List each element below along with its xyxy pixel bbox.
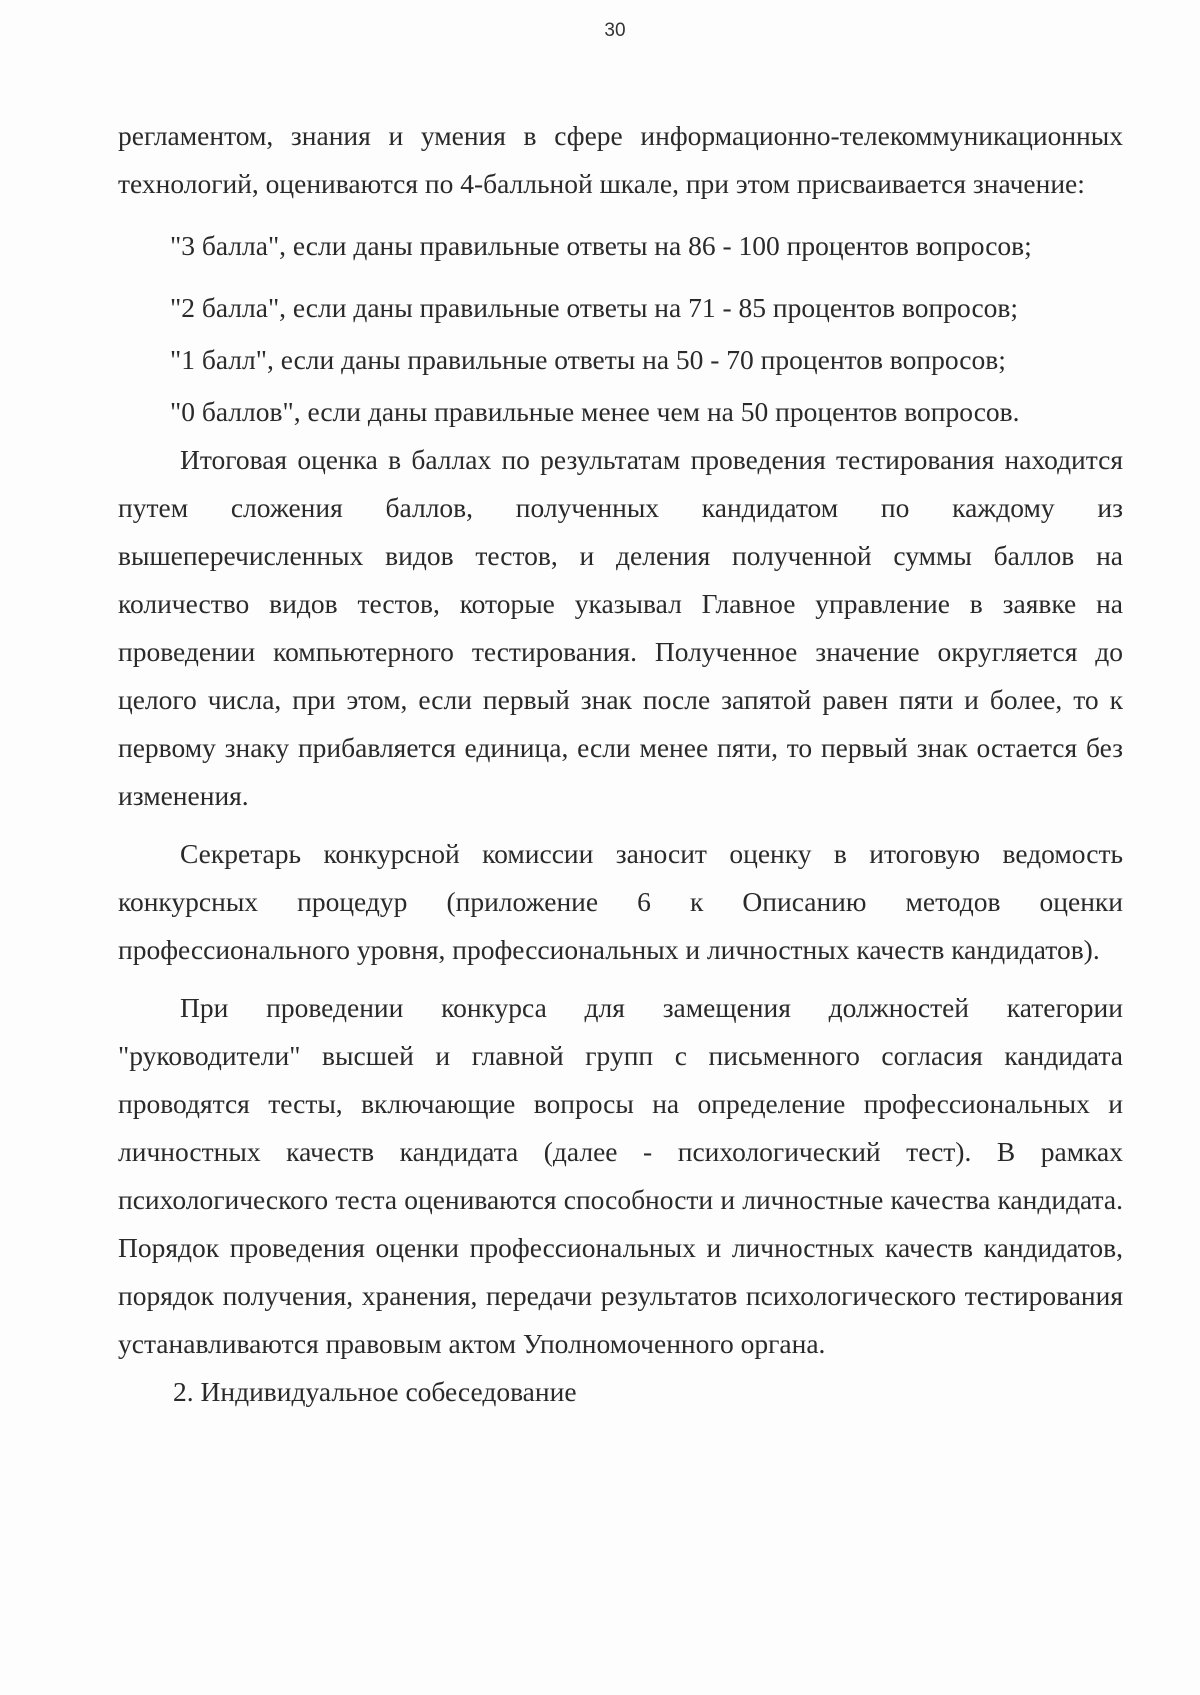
grade-item-2: "2 балла", если даны правильные ответы на 71 - 85 процентов вопросов; [170, 292, 1019, 323]
psychological-test-paragraph: При проведении конкурса для замещения должностей категории "руководители" высшей и главной групп с письменного согласия кандидата проводятся тесты, включающие вопросы на определение профессиональных и личностных качеств кандидата (далее - психологический тест). В рамках психологического теста оцениваются способности и личностные качества кандидата. Порядок проведения оценки профессиональных и личностных качеств кандидатов, порядок получения, хранения, передачи результатов психологического тестирования устанавливаются правовым актом Уполномоченного органа. [118, 992, 1123, 1359]
document-body [118, 112, 1123, 1416]
grade-item-0: "0 баллов", если даны правильные менее чем на 50 процентов вопросов. [170, 396, 1020, 427]
grade-item-1: "1 балл", если даны правильные ответы на 50 - 70 процентов вопросов; [170, 344, 1006, 375]
final-score-paragraph: Итоговая оценка в баллах по результатам проведения тестирования находится путем сложения баллов, полученных кандидатом по каждому из вышеперечисленных видов тестов, и деления полученной суммы баллов на количество видов тестов, которые указывал Главное управление в заявке на проведении компьютерного тестирования. Полученное значение округляется до целого числа, при этом, если первый знак после запятой равен пяти и более, то к первому знаку прибавляется единица, если менее пяти, то первый знак остается без изменения. [118, 444, 1123, 811]
secretary-paragraph: Секретарь конкурсной комиссии заносит оценку в итоговую ведомость конкурсных процедур (приложение 6 к Описанию методов оценки профессионального уровня, профессиональных и личностных качеств кандидатов). [118, 838, 1123, 965]
grade-item-3: "3 балла", если даны правильные ответы на 86 - 100 процентов вопросов; [170, 230, 1032, 261]
intro-paragraph: регламентом, знания и умения в сфере информационно-телекоммуникационных технологий, оцениваются по 4-балльной шкале, при этом присваивается значение: [118, 120, 1123, 199]
section-heading: 2. Индивидуальное собеседование [173, 1376, 577, 1407]
page-number: 30 [604, 20, 626, 41]
